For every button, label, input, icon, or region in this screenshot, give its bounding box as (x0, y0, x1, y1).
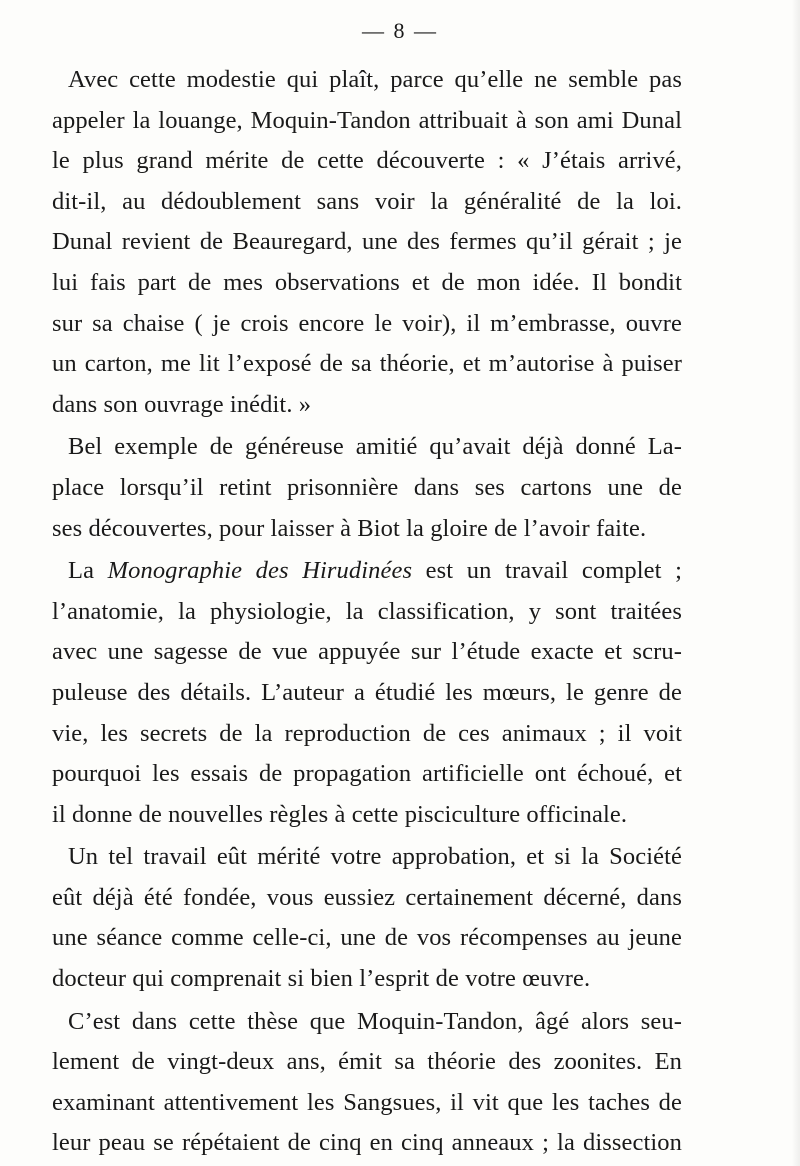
page-edge-shadow (792, 0, 800, 1166)
text-line: l’anatomie, la physiologie, la classification, y sont traitées (52, 597, 682, 625)
text-line: examinant attentivement les Sangsues, il vit que les taches de (52, 1088, 682, 1116)
text-fragment: La (68, 557, 108, 585)
paragraph-3 (52, 551, 682, 835)
paragraph-5 (52, 1002, 682, 1164)
paragraph-2 (52, 427, 682, 549)
text-line: puleuse des détails. L’auteur a étudié les mœurs, le genre de (52, 678, 682, 706)
text-line: Dunal revient de Beauregard, une des fermes qu’il gérait ; je (52, 228, 682, 256)
text-line: il donne de nouvelles règles à cette pisciculture officinale. (52, 800, 628, 828)
text-line: Bel exemple de généreuse amitié qu’avait déjà donné La- (68, 433, 682, 461)
paragraph-4 (52, 837, 682, 999)
text-line: lui fais part de mes observations et de mon idée. Il bondit (52, 268, 682, 296)
text-line: dit-il, au dédoublement sans voir la généralité de la loi. (52, 187, 682, 215)
text-line: place lorsqu’il retint prisonnière dans ses cartons une de (52, 473, 682, 501)
text-line: ses découvertes, pour laisser à Biot la gloire de l’avoir faite. (52, 514, 647, 542)
text-line: appeler la louange, Moquin-Tandon attribuait à son ami Dunal (52, 106, 682, 134)
text-line: vie, les secrets de la reproduction de ces animaux ; il voit (52, 719, 682, 747)
text-line: docteur qui comprenait si bien l’esprit de votre œuvre. (52, 965, 591, 993)
text-line: dans son ouvrage inédit. » (52, 390, 312, 418)
text-line: une séance comme celle-ci, une de vos récompenses au jeune (52, 924, 682, 952)
text-line: C’est dans cette thèse que Moquin-Tandon, âgé alors seu- (68, 1007, 682, 1035)
text-line: un carton, me lit l’exposé de sa théorie, et m’autorise à puiser (52, 350, 682, 378)
text-line: le plus grand mérite de cette découverte : « J’étais arrivé, (52, 147, 682, 175)
text-line (52, 551, 682, 592)
book-title: Monographie des Hirudinées (107, 557, 413, 585)
text-line: eût déjà été fondée, vous eussiez certainement décerné, dans (52, 883, 682, 911)
text-line: sur sa chaise ( je crois encore le voir), il m’embrasse, ouvre (52, 309, 682, 337)
text-fragment: est un travail complet ; (412, 557, 682, 585)
text-line: lement de vingt-deux ans, émit sa théorie des zoonites. En (52, 1048, 682, 1076)
body-text (52, 60, 682, 1166)
text-line: pourquoi les essais de propagation artificielle ont échoué, et (52, 760, 682, 788)
text-line: Un tel travail eût mérité votre approbation, et si la Société (68, 843, 682, 871)
paragraph-1 (52, 60, 682, 425)
page-number: — 8 — (362, 18, 438, 43)
text-line: Avec cette modestie qui plaît, parce qu’elle ne semble pas (68, 66, 682, 93)
text-line: avec une sagesse de vue appuyée sur l’étude exacte et scru- (52, 638, 682, 666)
text-line: leur peau se répétaient de cinq en cinq anneaux ; la dissection (52, 1129, 682, 1157)
